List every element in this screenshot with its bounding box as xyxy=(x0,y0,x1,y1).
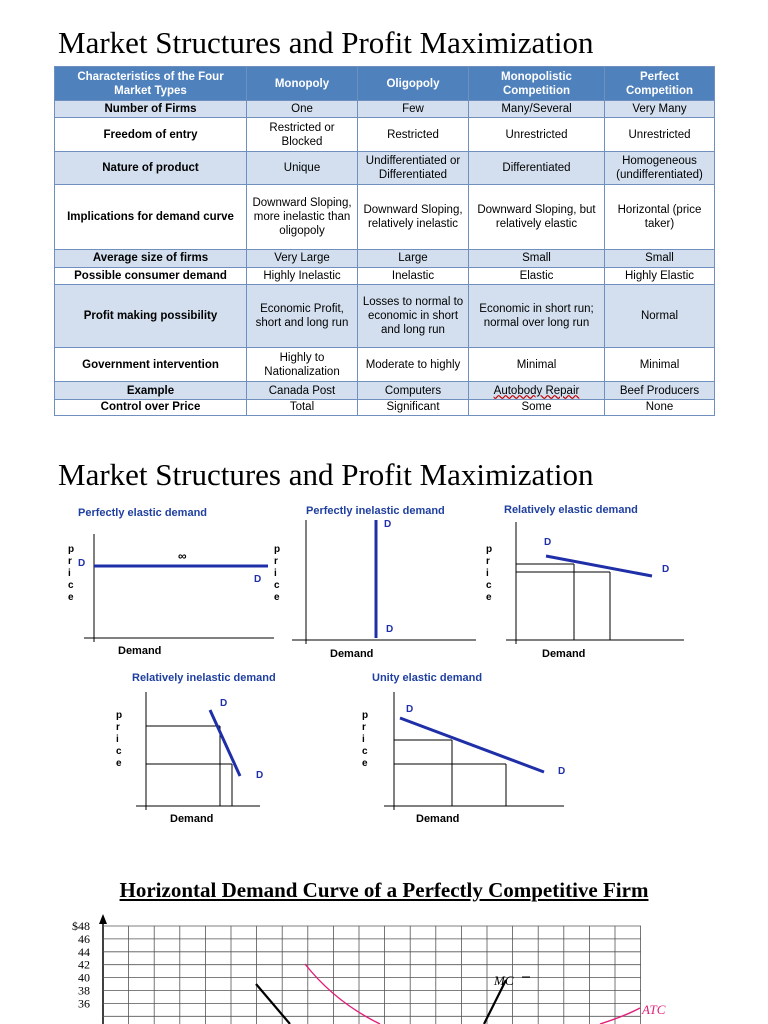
axis-label-demand: Demand xyxy=(542,648,586,660)
table-cell: Economic Profit, short and long run xyxy=(247,284,358,347)
y-tick-label: 44 xyxy=(78,944,90,959)
header-perfect-competition: Perfect Competition xyxy=(605,67,715,101)
table-cell: None xyxy=(605,399,715,415)
diagram-title: Unity elastic demand xyxy=(372,672,483,684)
table-cell: Small xyxy=(605,250,715,267)
table-cell: Significant xyxy=(358,399,469,415)
table-cell: Restricted xyxy=(358,118,469,152)
row-label: Average size of firms xyxy=(55,250,247,267)
y-tick-labels xyxy=(72,919,90,1010)
table-cell xyxy=(469,382,605,399)
diagram-title: Relatively inelastic demand xyxy=(132,672,276,684)
header-characteristics: Characteristics of the Four Market Types xyxy=(55,67,247,101)
curve-label: D xyxy=(544,537,552,548)
table-cell: Homogeneous (undifferentiated) xyxy=(605,151,715,185)
axis-label-price: p r i c e xyxy=(116,710,123,769)
y-tick-label: $48 xyxy=(72,919,90,933)
curve-label: D xyxy=(256,770,264,781)
page-title-market-structures-2: Market Structures and Profit Maximization xyxy=(58,457,594,492)
table-cell: Undifferentiated or Differentiated xyxy=(358,151,469,185)
table-row xyxy=(55,267,715,284)
table-cell: Elastic xyxy=(469,267,605,284)
row-label: Profit making possibility xyxy=(55,284,247,347)
table-cell: Canada Post xyxy=(247,382,358,399)
table-row xyxy=(55,101,715,118)
infinity-label: ∞ xyxy=(178,549,187,563)
y-tick-label: 36 xyxy=(78,996,90,1011)
row-label: Example xyxy=(55,382,247,399)
header-monopolistic-competition: Monopolistic Competition xyxy=(469,67,605,101)
unity-elastic-demand-diagram xyxy=(356,668,590,830)
row-label: Possible consumer demand xyxy=(55,267,247,284)
y-tick-label: 46 xyxy=(78,931,90,946)
curve-label: D xyxy=(78,558,86,569)
table-row xyxy=(55,399,715,415)
table-cell: Highly to Nationalization xyxy=(247,347,358,382)
y-tick-label: 38 xyxy=(78,983,90,998)
mc-curve xyxy=(256,980,506,1024)
perfectly-elastic-demand-diagram xyxy=(56,500,276,660)
chart-curves xyxy=(256,964,666,1024)
table-cell: Very Many xyxy=(605,101,715,118)
table-cell: Total xyxy=(247,399,358,415)
relatively-elastic-demand-diagram xyxy=(484,498,688,662)
table-cell: Computers xyxy=(358,382,469,399)
relatively-inelastic-demand-diagram xyxy=(110,668,290,830)
table-cell: Downward Sloping, relatively inelastic xyxy=(358,185,469,250)
table-cell: Many/Several xyxy=(469,101,605,118)
y-tick-label: 42 xyxy=(78,957,90,972)
curve-label: D xyxy=(662,564,670,575)
perfectly-competitive-firm-chart xyxy=(0,872,768,1024)
diagram-title: Perfectly inelastic demand xyxy=(306,505,445,517)
table-cell: Differentiated xyxy=(469,151,605,185)
table-cell: Small xyxy=(469,250,605,267)
mc-label: MC xyxy=(494,973,514,988)
header-monopoly: Monopoly xyxy=(247,67,358,101)
page-title-market-structures: Market Structures and Profit Maximization xyxy=(58,25,594,60)
axis-label-demand: Demand xyxy=(416,813,460,825)
curve-label: D xyxy=(220,698,228,709)
diagram-title: Relatively elastic demand xyxy=(504,504,638,516)
demand-curve xyxy=(210,710,240,776)
row-label: Control over Price xyxy=(55,399,247,415)
table-cell: Few xyxy=(358,101,469,118)
table-cell: Moderate to highly xyxy=(358,347,469,382)
table-cell: Large xyxy=(358,250,469,267)
table-cell: Unique xyxy=(247,151,358,185)
y-axis-arrow xyxy=(99,914,107,924)
table-row xyxy=(55,382,715,399)
table-row xyxy=(55,347,715,382)
curve-label: D xyxy=(558,766,566,777)
row-label: Number of Firms xyxy=(55,101,247,118)
table-row xyxy=(55,118,715,152)
table-cell: Downward Sloping, more inelastic than oligopoly xyxy=(247,185,358,250)
table-cell: Minimal xyxy=(605,347,715,382)
market-types-table xyxy=(54,66,715,416)
curve-label: D xyxy=(384,519,392,530)
table-cell: Unrestricted xyxy=(469,118,605,152)
axis-label-demand: Demand xyxy=(170,813,214,825)
curve-label: D xyxy=(254,574,262,585)
axis-label-demand: Demand xyxy=(330,648,374,660)
table-cell: Downward Sloping, but relatively elastic xyxy=(469,185,605,250)
table-header-row xyxy=(55,67,715,101)
table-cell: Inelastic xyxy=(358,267,469,284)
y-tick-label: 40 xyxy=(78,970,90,985)
table-cell: One xyxy=(247,101,358,118)
row-label: Government intervention xyxy=(55,347,247,382)
table-cell: Normal xyxy=(605,284,715,347)
table-cell: Unrestricted xyxy=(605,118,715,152)
chart-title: Horizontal Demand Curve of a Perfectly Competitive Firm xyxy=(119,878,649,902)
axis-label-price: p r i c e xyxy=(362,710,369,769)
table-cell: Economic in short run; normal over long run xyxy=(469,284,605,347)
table-cell: Horizontal (price taker) xyxy=(605,185,715,250)
table-cell: Minimal xyxy=(469,347,605,382)
axis-label-price: p r i c e xyxy=(486,544,493,603)
axis-label-price: p r i c e xyxy=(68,544,75,603)
table-cell: Losses to normal to economic in short and long run xyxy=(358,284,469,347)
row-label: Freedom of entry xyxy=(55,118,247,152)
table-row xyxy=(55,151,715,185)
axis-label-demand: Demand xyxy=(118,645,162,657)
diagram-title: Perfectly elastic demand xyxy=(78,507,208,519)
table-cell: Highly Elastic xyxy=(605,267,715,284)
table-cell: Beef Producers xyxy=(605,382,715,399)
table-cell: Restricted or Blocked xyxy=(247,118,358,152)
table-cell: Highly Inelastic xyxy=(247,267,358,284)
header-oligopoly: Oligopoly xyxy=(358,67,469,101)
chart-grid xyxy=(99,914,641,1024)
curve-label: D xyxy=(406,704,414,715)
atc-label: ATC xyxy=(642,1002,666,1017)
row-label: Nature of product xyxy=(55,151,247,185)
table-cell: Some xyxy=(469,399,605,415)
table-row xyxy=(55,284,715,347)
table-row xyxy=(55,250,715,267)
table-row xyxy=(55,185,715,250)
cell-text: Autobody Repair xyxy=(493,384,580,397)
row-label: Implications for demand curve xyxy=(55,185,247,250)
axis-label-price: p r i c e xyxy=(274,544,281,603)
table-cell: Very Large xyxy=(247,250,358,267)
demand-curve xyxy=(546,556,652,576)
perfectly-inelastic-demand-diagram xyxy=(268,500,478,662)
curve-label: D xyxy=(386,624,394,635)
